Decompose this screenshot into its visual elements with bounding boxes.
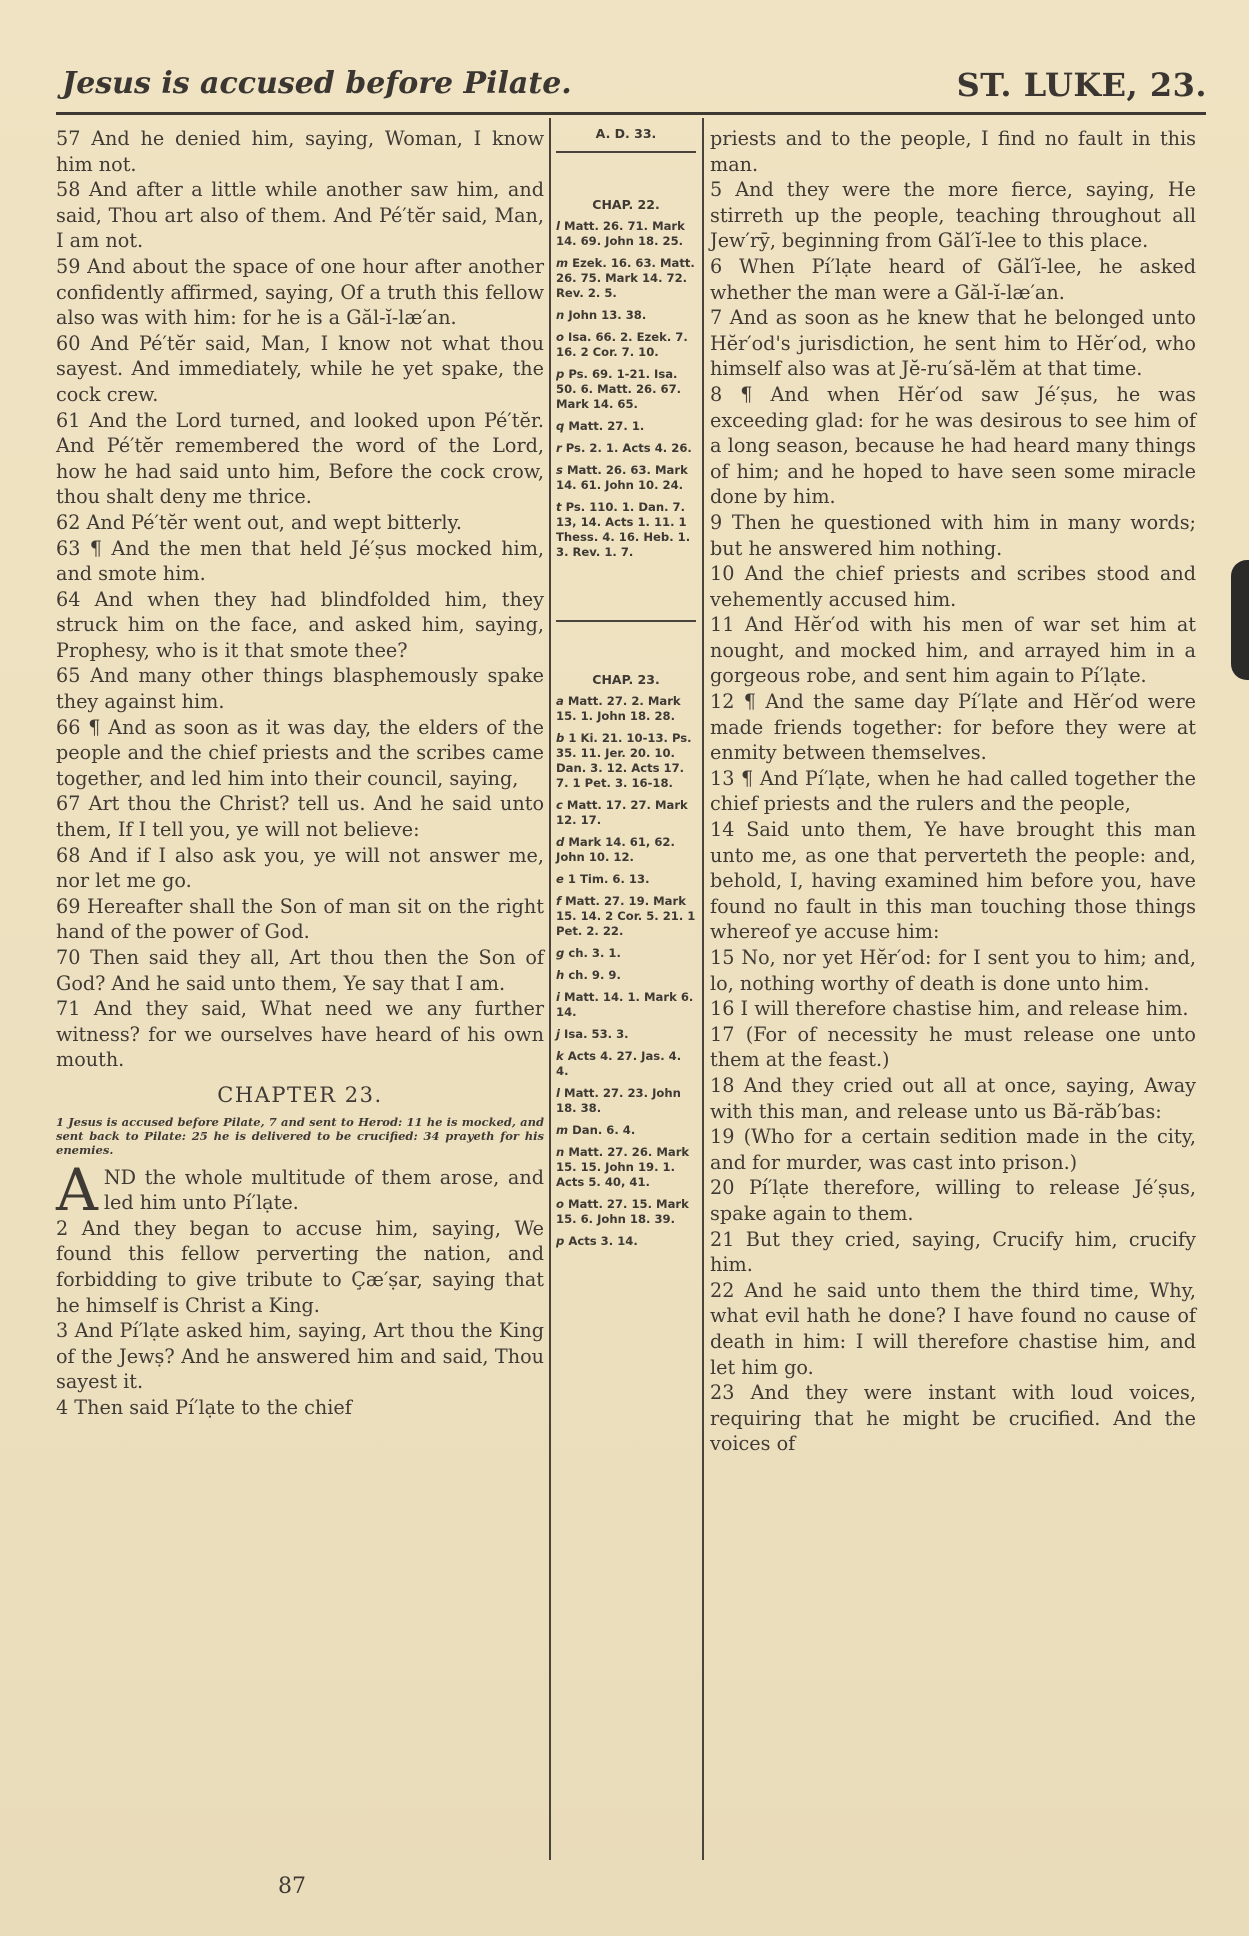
verse: 57 And he denied him, saying, Woman, I know him not. <box>56 127 544 176</box>
chap22-heading: CHAP. 22. <box>592 197 660 212</box>
chapter-title: CHAPTER 23. <box>217 1082 383 1107</box>
ref-text: Matt. 27. 2. Mark 15. 1. John 18. 28. <box>556 694 681 723</box>
right-text-column <box>710 126 1196 1457</box>
header-rule <box>56 112 1206 115</box>
ref-text: ch. 3. 1. <box>568 946 621 960</box>
cross-reference <box>556 872 696 887</box>
page-number: 87 <box>278 1874 306 1899</box>
chap23-heading: CHAP. 23. <box>592 672 660 687</box>
cross-reference <box>556 1086 696 1116</box>
ref-rule-mid <box>556 620 696 622</box>
verse-1-text: ND the whole multitude of them arose, and led him unto Pí′lạte. <box>103 1165 544 1215</box>
cross-reference <box>556 1049 696 1079</box>
cross-reference <box>556 731 696 791</box>
ref-text: 1 Ki. 21. 10-13. Ps. 35. 11. Jer. 20. 10. Dan. 3. 12. Acts 17. 7. 1 Pet. 3. 16-18. <box>556 731 692 790</box>
cross-reference <box>556 894 696 939</box>
left-text-column <box>56 126 544 1421</box>
ref-text: Ezek. 16. 63. Matt. 26. 75. Mark 14. 72. Rev. 2. 5. <box>556 256 695 300</box>
ref-marker: l <box>556 1086 560 1100</box>
verse: 71 And they said, What need we any further witness? for we ourselves have heard of his own mouth. <box>56 997 544 1072</box>
ref-marker: a <box>556 694 564 708</box>
ref-text: Matt. 26. 71. Mark 14. 69. John 18. 25. <box>556 219 685 248</box>
verse: 11 And Hĕr′od with his men of war set him at nought, and mocked him, and arrayed him in a gorgeous robe, and sent him again to Pí′lạte. <box>710 613 1196 688</box>
verse: 23 And they were instant with loud voices, requiring that he might be crucified. And the voices of <box>710 1381 1196 1456</box>
verse: 20 Pí′lạte therefore, willing to release Jé′ṣus, spake again to them. <box>710 1176 1196 1225</box>
ref-marker: b <box>556 731 565 745</box>
ref-text: Matt. 27. 15. Mark 15. 6. John 18. 39. <box>556 1197 689 1226</box>
ref-marker: k <box>556 1049 564 1063</box>
cross-reference <box>556 330 696 360</box>
running-head-title: Jesus is accused before Pilate. <box>62 66 572 101</box>
ref-marker: s <box>556 463 563 477</box>
thumb-index-tab <box>1231 560 1249 680</box>
ref-text: Matt. 27. 1. <box>568 419 645 433</box>
ref-text: Ps. 69. 1-21. Isa. 50. 6. Matt. 26. 67. Mark 14. 65. <box>556 367 682 411</box>
cross-reference <box>556 798 696 828</box>
reference-column <box>556 126 696 1256</box>
ref-rule-top <box>556 151 696 153</box>
verse: 64 And when they had blindfolded him, they struck him on the face, and asked him, saying, Prophesy, who is it that smote thee? <box>56 587 544 662</box>
column-divider-right <box>702 118 704 1860</box>
chap23-refs <box>556 694 696 1249</box>
ref-marker: n <box>556 308 565 322</box>
right-verses <box>710 126 1196 1457</box>
cross-reference <box>556 367 696 412</box>
verse: 7 And as soon as he knew that he belonged unto Hĕr′od's jurisdiction, he sent him to Hĕr′od, who himself also was at Jĕ-ru′să-lĕm at that time. <box>710 306 1196 381</box>
ref-marker: f <box>556 894 562 908</box>
ref-text: ch. 9. 9. <box>568 968 621 982</box>
cross-reference <box>556 441 696 456</box>
cross-reference <box>556 835 696 865</box>
ref-text: Matt. 17. 27. Mark 12. 17. <box>556 798 688 827</box>
cross-reference <box>556 500 696 560</box>
verse: 22 And he said unto them the third time, Why, what evil hath he done? I have found no cause of death in him: I will therefore chastise him, and let him go. <box>710 1278 1196 1379</box>
cross-reference <box>556 1123 696 1138</box>
ref-marker: g <box>556 946 565 960</box>
ref-marker: p <box>556 367 565 381</box>
verse: 14 Said unto them, Ye have brought this man unto me, as one that perverteth the people: and, behold, I, having examined him before you, have found no fault in this man touching those things whereof ye accuse him: <box>710 818 1196 944</box>
verse: 6 When Pí′lạte heard of Găl′ĭ-lee, he asked whether the man were a Găl-ĭ-læ′an. <box>710 254 1196 304</box>
verse: 12 ¶ And the same day Pí′lạte and Hĕr′od were made friends together: for before they were at enmity between themselves. <box>710 690 1196 765</box>
cross-reference <box>556 1197 696 1227</box>
ref-marker: d <box>556 835 565 849</box>
chapter-verses <box>56 1216 544 1421</box>
date-label: A. D. 33. <box>595 126 657 141</box>
verse: 62 And Pé′tĕr went out, and wept bitterly. <box>56 510 462 534</box>
verse: 3 And Pí′lạte asked him, saying, Art thou the King of the Jewṣ? And he answered him and said, Thou sayest it. <box>56 1319 544 1394</box>
cross-reference <box>556 946 696 961</box>
ref-text: Isa. 66. 2. Ezek. 7. 16. 2 Cor. 7. 10. <box>556 330 688 359</box>
verse: 16 I will therefore chastise him, and release him. <box>710 997 1189 1021</box>
chap22-refs <box>556 219 696 560</box>
ref-text: Ps. 110. 1. Dan. 7. 13, 14. Acts 1. 11. 1 Thess. 4. 16. Heb. 1. 3. Rev. 1. 7. <box>556 500 691 559</box>
ref-marker: o <box>556 1197 564 1211</box>
cross-reference <box>556 1145 696 1190</box>
cross-reference <box>556 990 696 1020</box>
verse: 68 And if I also ask you, ye will not answer me, nor let me go. <box>56 843 544 893</box>
cross-reference <box>556 1234 696 1249</box>
verse: 58 And after a little while another saw him, and said, Thou art also of them. And Pé′tĕr said, Man, I am not. <box>56 178 544 253</box>
chapter-verse-1 <box>56 1155 544 1224</box>
ref-marker: l <box>556 219 560 233</box>
ref-marker: m <box>556 256 569 270</box>
ref-text: Matt. 27. 19. Mark 15. 14. 2 Cor. 5. 21. 1 Pet. 2. 22. <box>556 894 696 938</box>
verse: priests and to the people, I find no fault in this man. <box>710 127 1196 176</box>
verse: 60 And Pé′tĕr said, Man, I know not what thou sayest. And immediately, while he yet spake, the cock crew. <box>56 331 544 406</box>
ref-text: Acts 3. 14. <box>568 1234 638 1248</box>
verse: 21 But they cried, saying, Crucify him, crucify him. <box>710 1227 1196 1277</box>
cross-reference <box>556 1027 696 1042</box>
column-divider-left <box>549 118 551 1860</box>
verse: 19 (Who for a certain sedition made in the city, and for murder, was cast into prison.) <box>710 1125 1196 1174</box>
cross-reference <box>556 694 696 724</box>
verse: 66 ¶ And as soon as it was day, the elders of the people and the chief priests and the scribes came together, and led him into their council, saying, <box>56 715 544 790</box>
verse: 65 And many other things blasphemously spake they against him. <box>56 664 544 714</box>
verse: 5 And they were the more fierce, saying, He stirreth up the people, teaching throughout all Jew′rȳ, beginning from Găl′ĭ-lee to this place. <box>710 178 1196 253</box>
ref-text: 1 Tim. 6. 13. <box>567 872 650 886</box>
cross-reference <box>556 968 696 983</box>
ref-marker: t <box>556 500 562 514</box>
verse: 69 Hereafter shall the Son of man sit on the right hand of the power of God. <box>56 894 544 944</box>
ref-text: Matt. 27. 23. John 18. 38. <box>556 1086 681 1115</box>
chapter-summary: 1 Jesus is accused before Pilate, 7 and sent to Herod: 11 he is mocked, and sent back to Pilate: 25 he is delivered to be crucified: 34 prayeth for his enemies. <box>56 1114 544 1157</box>
cross-reference <box>556 219 696 249</box>
ref-text: Matt. 14. 1. Mark 6. 14. <box>556 990 694 1019</box>
ref-marker: r <box>556 441 562 455</box>
ref-marker: e <box>556 872 564 886</box>
cross-reference <box>556 256 696 301</box>
verse: 4 Then said Pí′lạte to the chief <box>56 1395 352 1419</box>
ref-marker: n <box>556 1145 565 1159</box>
ref-text: Matt. 26. 63. Mark 14. 61. John 10. 24. <box>556 463 688 492</box>
ref-marker: q <box>556 419 565 433</box>
ref-text: Mark 14. 61, 62. John 10. 12. <box>556 835 675 864</box>
verse: 18 And they cried out all at once, saying, Away with this man, and release unto us Bă-răb′bas: <box>710 1073 1196 1123</box>
cross-reference <box>556 308 696 323</box>
drop-cap: A <box>56 1155 98 1224</box>
ref-marker: i <box>556 990 560 1004</box>
verse: 9 Then he questioned with him in many words; but he answered him nothing. <box>710 510 1196 560</box>
verse: 61 And the Lord turned, and looked upon Pé′tĕr. And Pé′tĕr remembered the word of the Lord, how he had said unto him, Before the cock crow, thou shalt deny me thrice. <box>56 408 544 509</box>
ref-text: Acts 4. 27. Jas. 4. 4. <box>556 1049 682 1078</box>
left-verses <box>56 126 544 1073</box>
verse: 59 And about the space of one hour after another confidently affirmed, saying, Of a truth this fellow also was with him: for he is a Găl-ĭ-læ′an. <box>56 254 544 330</box>
ref-text: John 13. 38. <box>568 308 647 322</box>
ref-text: Matt. 27. 26. Mark 15. 15. John 19. 1. Acts 5. 40, 41. <box>556 1145 690 1189</box>
ref-text: Isa. 53. 3. <box>564 1027 629 1041</box>
verse: 2 And they began to accuse him, saying, We found this fellow perverting the nation, and forbidding to give tribute to Çæ′ṣar, saying that he himself is Christ a King. <box>56 1216 544 1317</box>
cross-reference <box>556 419 696 434</box>
ref-marker: j <box>556 1027 560 1041</box>
ref-text: Ps. 2. 1. Acts 4. 26. <box>565 441 692 455</box>
verse: 8 ¶ And when Hĕr′od saw Jé′ṣus, he was exceeding glad: for he was desirous to see him of a long season, because he had heard many things of him; and he hoped to have seen some miracle done by him. <box>710 382 1196 509</box>
ref-marker: p <box>556 1234 565 1248</box>
verse: 63 ¶ And the men that held Jé′ṣus mocked him, and smote him. <box>56 536 544 586</box>
verse: 17 (For of necessity he must release one unto them at the feast.) <box>710 1022 1196 1072</box>
cross-reference <box>556 463 696 493</box>
verse: 13 ¶ And Pí′lạte, when he had called together the chief priests and the rulers and the people, <box>710 766 1196 816</box>
verse: 15 No, nor yet Hĕr′od: for I sent you to him; and, lo, nothing worthy of death is done unto him. <box>710 946 1196 995</box>
ref-marker: h <box>556 968 565 982</box>
ref-text: Dan. 6. 4. <box>572 1123 636 1137</box>
ref-marker: m <box>556 1123 569 1137</box>
verse: 10 And the chief priests and scribes stood and vehemently accused him. <box>710 562 1196 611</box>
verse: 70 Then said they all, Art thou then the Son of God? And he said unto them, Ye say that I am. <box>56 946 544 995</box>
verse: 67 Art thou the Christ? tell us. And he said unto them, If I tell you, ye will not believe: <box>56 792 544 842</box>
ref-marker: c <box>556 798 563 812</box>
ref-marker: o <box>556 330 564 344</box>
running-head-book: ST. LUKE, 23. <box>956 66 1207 104</box>
